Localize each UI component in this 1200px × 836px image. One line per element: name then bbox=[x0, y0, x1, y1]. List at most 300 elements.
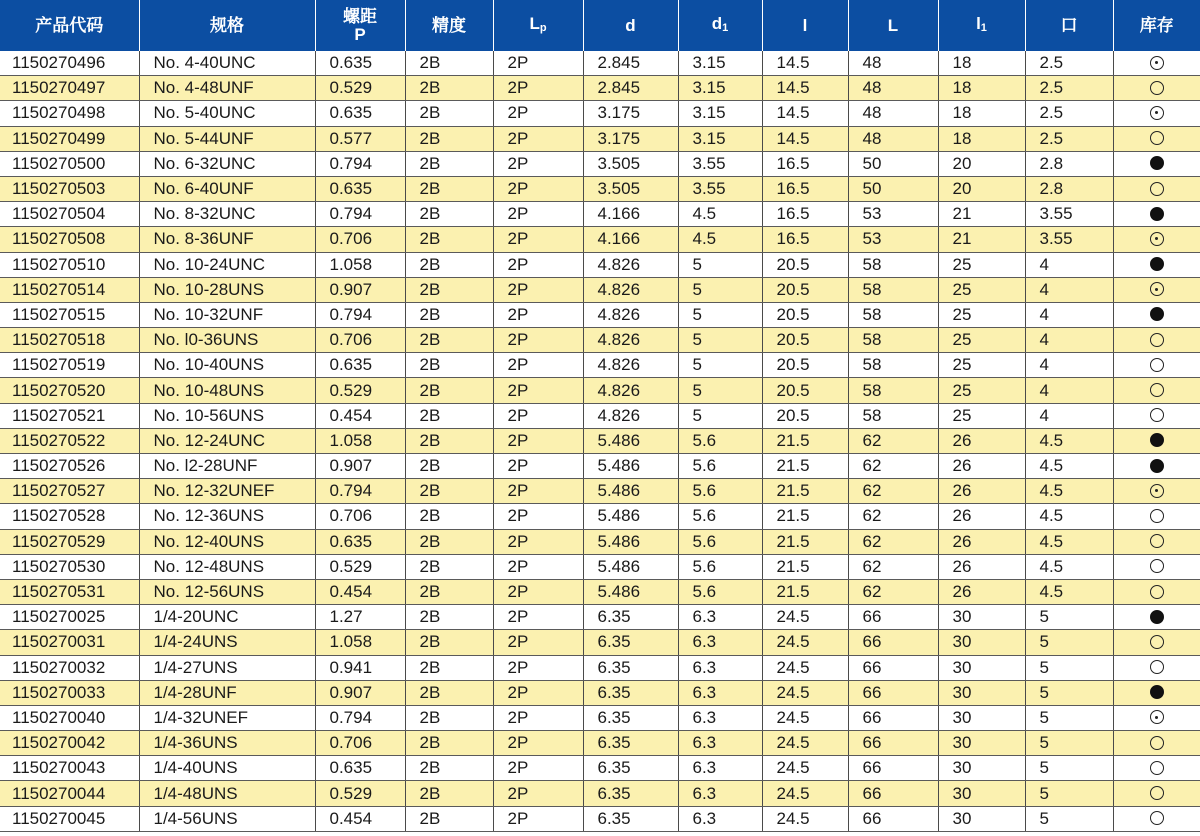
cell-L: 58 bbox=[848, 378, 938, 403]
cell-precision: 2B bbox=[405, 353, 493, 378]
cell-d1: 3.15 bbox=[678, 51, 762, 76]
cell-lp: 2P bbox=[493, 101, 583, 126]
stock-dot-circle-icon bbox=[1150, 710, 1164, 724]
cell-l: 24.5 bbox=[762, 806, 848, 831]
cell-code: 1150270500 bbox=[0, 151, 139, 176]
cell-d1: 6.3 bbox=[678, 756, 762, 781]
cell-code: 1150270522 bbox=[0, 428, 139, 453]
cell-pitch: 0.794 bbox=[315, 705, 405, 730]
cell-l1: 30 bbox=[938, 731, 1025, 756]
cell-code: 1150270032 bbox=[0, 655, 139, 680]
cell-pitch: 0.907 bbox=[315, 277, 405, 302]
cell-d1: 5.6 bbox=[678, 579, 762, 604]
cell-lp: 2P bbox=[493, 302, 583, 327]
cell-L: 66 bbox=[848, 756, 938, 781]
cell-d: 6.35 bbox=[583, 781, 678, 806]
cell-l: 20.5 bbox=[762, 328, 848, 353]
cell-stock bbox=[1113, 529, 1200, 554]
cell-stock bbox=[1113, 781, 1200, 806]
cell-d1: 3.55 bbox=[678, 151, 762, 176]
cell-square: 3.55 bbox=[1025, 227, 1113, 252]
header-d1 bbox=[678, 0, 762, 51]
cell-stock bbox=[1113, 302, 1200, 327]
cell-lp: 2P bbox=[493, 554, 583, 579]
cell-pitch: 0.529 bbox=[315, 76, 405, 101]
cell-spec: No. 10-48UNS bbox=[139, 378, 315, 403]
cell-d1: 3.55 bbox=[678, 176, 762, 201]
stock-empty-circle-icon bbox=[1150, 182, 1164, 196]
cell-L: 66 bbox=[848, 781, 938, 806]
cell-l1: 25 bbox=[938, 378, 1025, 403]
cell-d: 4.826 bbox=[583, 378, 678, 403]
cell-square: 5 bbox=[1025, 806, 1113, 831]
stock-full-circle-icon bbox=[1150, 257, 1164, 271]
table-row bbox=[0, 378, 1200, 403]
cell-L: 58 bbox=[848, 403, 938, 428]
cell-l1: 30 bbox=[938, 680, 1025, 705]
cell-square: 5 bbox=[1025, 756, 1113, 781]
cell-L: 48 bbox=[848, 76, 938, 101]
cell-code: 1150270503 bbox=[0, 176, 139, 201]
cell-l: 24.5 bbox=[762, 756, 848, 781]
cell-d1: 6.3 bbox=[678, 806, 762, 831]
cell-square: 4 bbox=[1025, 353, 1113, 378]
cell-pitch: 0.941 bbox=[315, 655, 405, 680]
cell-d1: 4.5 bbox=[678, 227, 762, 252]
cell-l1: 26 bbox=[938, 504, 1025, 529]
cell-precision: 2B bbox=[405, 554, 493, 579]
cell-d: 4.826 bbox=[583, 277, 678, 302]
cell-lp: 2P bbox=[493, 51, 583, 76]
cell-L: 58 bbox=[848, 353, 938, 378]
cell-l1: 26 bbox=[938, 479, 1025, 504]
cell-square: 4.5 bbox=[1025, 529, 1113, 554]
cell-spec: No. 12-24UNC bbox=[139, 428, 315, 453]
cell-spec: No. 12-36UNS bbox=[139, 504, 315, 529]
cell-precision: 2B bbox=[405, 680, 493, 705]
cell-spec: 1/4-24UNS bbox=[139, 630, 315, 655]
cell-L: 48 bbox=[848, 101, 938, 126]
cell-pitch: 0.454 bbox=[315, 579, 405, 604]
cell-spec: No. 4-48UNF bbox=[139, 76, 315, 101]
cell-code: 1150270504 bbox=[0, 202, 139, 227]
cell-l: 14.5 bbox=[762, 76, 848, 101]
cell-code: 1150270514 bbox=[0, 277, 139, 302]
cell-square: 5 bbox=[1025, 630, 1113, 655]
cell-code: 1150270043 bbox=[0, 756, 139, 781]
cell-lp: 2P bbox=[493, 378, 583, 403]
stock-dot-circle-icon bbox=[1150, 232, 1164, 246]
table-row bbox=[0, 529, 1200, 554]
cell-d: 5.486 bbox=[583, 579, 678, 604]
cell-d1: 5 bbox=[678, 353, 762, 378]
cell-stock bbox=[1113, 680, 1200, 705]
header-d1-sub: 1 bbox=[722, 21, 729, 34]
cell-precision: 2B bbox=[405, 202, 493, 227]
cell-d1: 5 bbox=[678, 277, 762, 302]
table-row bbox=[0, 479, 1200, 504]
cell-d1: 5.6 bbox=[678, 479, 762, 504]
stock-full-circle-icon bbox=[1150, 156, 1164, 170]
cell-d: 6.35 bbox=[583, 655, 678, 680]
cell-d: 6.35 bbox=[583, 756, 678, 781]
cell-lp: 2P bbox=[493, 227, 583, 252]
stock-empty-circle-icon bbox=[1150, 534, 1164, 548]
cell-code: 1150270515 bbox=[0, 302, 139, 327]
cell-stock bbox=[1113, 353, 1200, 378]
cell-lp: 2P bbox=[493, 353, 583, 378]
cell-code: 1150270520 bbox=[0, 378, 139, 403]
cell-l1: 25 bbox=[938, 353, 1025, 378]
cell-l1: 18 bbox=[938, 126, 1025, 151]
cell-spec: 1/4-32UNEF bbox=[139, 705, 315, 730]
cell-code: 1150270499 bbox=[0, 126, 139, 151]
cell-square: 2.8 bbox=[1025, 176, 1113, 201]
stock-full-circle-icon bbox=[1150, 207, 1164, 221]
cell-precision: 2B bbox=[405, 605, 493, 630]
table-row bbox=[0, 101, 1200, 126]
header-spec: 规格 bbox=[139, 0, 315, 51]
cell-pitch: 0.794 bbox=[315, 479, 405, 504]
cell-lp: 2P bbox=[493, 403, 583, 428]
cell-pitch: 0.907 bbox=[315, 680, 405, 705]
cell-L: 66 bbox=[848, 655, 938, 680]
cell-L: 66 bbox=[848, 806, 938, 831]
cell-stock bbox=[1113, 227, 1200, 252]
cell-d: 3.505 bbox=[583, 176, 678, 201]
cell-d1: 5.6 bbox=[678, 529, 762, 554]
cell-d: 5.486 bbox=[583, 529, 678, 554]
cell-d: 6.35 bbox=[583, 680, 678, 705]
cell-pitch: 0.794 bbox=[315, 302, 405, 327]
cell-code: 1150270496 bbox=[0, 51, 139, 76]
cell-square: 4.5 bbox=[1025, 554, 1113, 579]
cell-spec: No. l0-36UNS bbox=[139, 328, 315, 353]
cell-d1: 5.6 bbox=[678, 454, 762, 479]
header-square: 口 bbox=[1025, 0, 1113, 51]
cell-precision: 2B bbox=[405, 403, 493, 428]
cell-square: 5 bbox=[1025, 731, 1113, 756]
cell-square: 5 bbox=[1025, 680, 1113, 705]
header-d1-main: d bbox=[711, 13, 723, 33]
cell-precision: 2B bbox=[405, 302, 493, 327]
table-row bbox=[0, 76, 1200, 101]
cell-pitch: 1.058 bbox=[315, 252, 405, 277]
cell-precision: 2B bbox=[405, 705, 493, 730]
cell-square: 4 bbox=[1025, 302, 1113, 327]
cell-L: 62 bbox=[848, 428, 938, 453]
header-pitch bbox=[315, 0, 405, 51]
header-l1 bbox=[938, 0, 1025, 51]
cell-l1: 18 bbox=[938, 51, 1025, 76]
cell-stock bbox=[1113, 176, 1200, 201]
cell-square: 4.5 bbox=[1025, 579, 1113, 604]
cell-pitch: 0.706 bbox=[315, 328, 405, 353]
cell-pitch: 0.454 bbox=[315, 806, 405, 831]
table-body bbox=[0, 51, 1200, 831]
cell-l: 21.5 bbox=[762, 504, 848, 529]
cell-precision: 2B bbox=[405, 151, 493, 176]
cell-lp: 2P bbox=[493, 504, 583, 529]
cell-precision: 2B bbox=[405, 428, 493, 453]
cell-L: 62 bbox=[848, 479, 938, 504]
cell-l1: 26 bbox=[938, 554, 1025, 579]
cell-stock bbox=[1113, 202, 1200, 227]
cell-pitch: 0.529 bbox=[315, 378, 405, 403]
cell-precision: 2B bbox=[405, 378, 493, 403]
cell-square: 2.5 bbox=[1025, 76, 1113, 101]
cell-d1: 5 bbox=[678, 302, 762, 327]
cell-lp: 2P bbox=[493, 454, 583, 479]
cell-d: 6.35 bbox=[583, 806, 678, 831]
cell-code: 1150270531 bbox=[0, 579, 139, 604]
cell-precision: 2B bbox=[405, 655, 493, 680]
cell-l1: 26 bbox=[938, 454, 1025, 479]
stock-dot-circle-icon bbox=[1150, 484, 1164, 498]
cell-square: 4 bbox=[1025, 378, 1113, 403]
stock-dot-circle-icon bbox=[1150, 282, 1164, 296]
cell-L: 62 bbox=[848, 504, 938, 529]
cell-spec: No. 12-32UNEF bbox=[139, 479, 315, 504]
cell-code: 1150270521 bbox=[0, 403, 139, 428]
cell-l1: 26 bbox=[938, 529, 1025, 554]
table-row bbox=[0, 277, 1200, 302]
cell-precision: 2B bbox=[405, 227, 493, 252]
header-pitch-line1: 螺距 bbox=[343, 6, 377, 26]
cell-d1: 5.6 bbox=[678, 428, 762, 453]
cell-l1: 18 bbox=[938, 101, 1025, 126]
cell-lp: 2P bbox=[493, 731, 583, 756]
cell-pitch: 0.794 bbox=[315, 202, 405, 227]
cell-l: 24.5 bbox=[762, 680, 848, 705]
cell-d: 4.826 bbox=[583, 353, 678, 378]
cell-L: 62 bbox=[848, 579, 938, 604]
cell-d1: 5.6 bbox=[678, 554, 762, 579]
cell-square: 4 bbox=[1025, 403, 1113, 428]
cell-L: 50 bbox=[848, 151, 938, 176]
cell-d: 3.175 bbox=[583, 126, 678, 151]
cell-d: 6.35 bbox=[583, 630, 678, 655]
cell-l: 21.5 bbox=[762, 479, 848, 504]
cell-pitch: 0.454 bbox=[315, 403, 405, 428]
cell-code: 1150270040 bbox=[0, 705, 139, 730]
cell-square: 2.5 bbox=[1025, 101, 1113, 126]
cell-stock bbox=[1113, 277, 1200, 302]
cell-lp: 2P bbox=[493, 781, 583, 806]
cell-l1: 30 bbox=[938, 781, 1025, 806]
cell-d: 2.845 bbox=[583, 76, 678, 101]
cell-d: 6.35 bbox=[583, 705, 678, 730]
stock-empty-circle-icon bbox=[1150, 509, 1164, 523]
cell-l1: 20 bbox=[938, 176, 1025, 201]
cell-lp: 2P bbox=[493, 252, 583, 277]
stock-empty-circle-icon bbox=[1150, 333, 1164, 347]
cell-d: 5.486 bbox=[583, 554, 678, 579]
cell-spec: 1/4-48UNS bbox=[139, 781, 315, 806]
cell-precision: 2B bbox=[405, 176, 493, 201]
cell-code: 1150270518 bbox=[0, 328, 139, 353]
cell-code: 1150270031 bbox=[0, 630, 139, 655]
cell-l: 24.5 bbox=[762, 630, 848, 655]
cell-spec: No. 8-32UNC bbox=[139, 202, 315, 227]
cell-d1: 6.3 bbox=[678, 680, 762, 705]
cell-square: 2.8 bbox=[1025, 151, 1113, 176]
stock-empty-circle-icon bbox=[1150, 660, 1164, 674]
cell-precision: 2B bbox=[405, 731, 493, 756]
cell-lp: 2P bbox=[493, 479, 583, 504]
cell-d: 4.826 bbox=[583, 328, 678, 353]
stock-empty-circle-icon bbox=[1150, 383, 1164, 397]
cell-L: 62 bbox=[848, 554, 938, 579]
cell-code: 1150270044 bbox=[0, 781, 139, 806]
cell-d1: 6.3 bbox=[678, 655, 762, 680]
cell-l1: 25 bbox=[938, 252, 1025, 277]
cell-code: 1150270508 bbox=[0, 227, 139, 252]
cell-d1: 4.5 bbox=[678, 202, 762, 227]
cell-d1: 5.6 bbox=[678, 504, 762, 529]
cell-l: 24.5 bbox=[762, 605, 848, 630]
cell-l: 20.5 bbox=[762, 302, 848, 327]
cell-square: 5 bbox=[1025, 605, 1113, 630]
cell-square: 3.55 bbox=[1025, 202, 1113, 227]
cell-spec: 1/4-20UNC bbox=[139, 605, 315, 630]
stock-empty-circle-icon bbox=[1150, 736, 1164, 750]
cell-pitch: 0.529 bbox=[315, 554, 405, 579]
cell-l: 21.5 bbox=[762, 428, 848, 453]
cell-code: 1150270519 bbox=[0, 353, 139, 378]
cell-spec: No. 8-36UNF bbox=[139, 227, 315, 252]
table-row bbox=[0, 605, 1200, 630]
cell-l: 20.5 bbox=[762, 403, 848, 428]
cell-d: 6.35 bbox=[583, 605, 678, 630]
cell-l1: 25 bbox=[938, 328, 1025, 353]
cell-l1: 30 bbox=[938, 756, 1025, 781]
cell-l1: 30 bbox=[938, 655, 1025, 680]
cell-d: 4.826 bbox=[583, 302, 678, 327]
table-row bbox=[0, 731, 1200, 756]
stock-empty-circle-icon bbox=[1150, 585, 1164, 599]
cell-pitch: 0.635 bbox=[315, 176, 405, 201]
table-row bbox=[0, 302, 1200, 327]
cell-d: 2.845 bbox=[583, 51, 678, 76]
cell-square: 2.5 bbox=[1025, 51, 1113, 76]
cell-pitch: 1.27 bbox=[315, 605, 405, 630]
cell-d1: 6.3 bbox=[678, 630, 762, 655]
table-row bbox=[0, 554, 1200, 579]
cell-spec: No. 12-48UNS bbox=[139, 554, 315, 579]
cell-precision: 2B bbox=[405, 579, 493, 604]
cell-L: 58 bbox=[848, 252, 938, 277]
cell-l1: 30 bbox=[938, 806, 1025, 831]
cell-L: 58 bbox=[848, 277, 938, 302]
cell-l: 21.5 bbox=[762, 454, 848, 479]
cell-l: 16.5 bbox=[762, 151, 848, 176]
cell-L: 62 bbox=[848, 454, 938, 479]
cell-l: 21.5 bbox=[762, 554, 848, 579]
cell-spec: 1/4-27UNS bbox=[139, 655, 315, 680]
header-row bbox=[0, 0, 1200, 51]
cell-L: 53 bbox=[848, 202, 938, 227]
stock-empty-circle-icon bbox=[1150, 559, 1164, 573]
cell-l1: 25 bbox=[938, 302, 1025, 327]
cell-code: 1150270528 bbox=[0, 504, 139, 529]
cell-spec: 1/4-28UNF bbox=[139, 680, 315, 705]
cell-L: 66 bbox=[848, 680, 938, 705]
cell-L: 62 bbox=[848, 529, 938, 554]
table-row bbox=[0, 428, 1200, 453]
cell-d: 5.486 bbox=[583, 428, 678, 453]
table-row bbox=[0, 655, 1200, 680]
header-precision: 精度 bbox=[405, 0, 493, 51]
cell-L: 66 bbox=[848, 705, 938, 730]
header-d: d bbox=[583, 0, 678, 51]
table-row bbox=[0, 403, 1200, 428]
cell-d: 4.826 bbox=[583, 252, 678, 277]
cell-square: 5 bbox=[1025, 705, 1113, 730]
cell-spec: No. 5-44UNF bbox=[139, 126, 315, 151]
cell-stock bbox=[1113, 806, 1200, 831]
cell-l: 20.5 bbox=[762, 252, 848, 277]
cell-code: 1150270025 bbox=[0, 605, 139, 630]
cell-precision: 2B bbox=[405, 51, 493, 76]
table-row bbox=[0, 227, 1200, 252]
cell-l: 14.5 bbox=[762, 101, 848, 126]
cell-spec: No. 10-32UNF bbox=[139, 302, 315, 327]
stock-empty-circle-icon bbox=[1150, 786, 1164, 800]
cell-d1: 6.3 bbox=[678, 705, 762, 730]
cell-L: 66 bbox=[848, 605, 938, 630]
cell-lp: 2P bbox=[493, 151, 583, 176]
cell-stock bbox=[1113, 655, 1200, 680]
cell-stock bbox=[1113, 756, 1200, 781]
cell-d1: 6.3 bbox=[678, 781, 762, 806]
cell-code: 1150270033 bbox=[0, 680, 139, 705]
cell-l: 14.5 bbox=[762, 126, 848, 151]
cell-pitch: 0.577 bbox=[315, 126, 405, 151]
table-row bbox=[0, 176, 1200, 201]
cell-spec: No. 4-40UNC bbox=[139, 51, 315, 76]
cell-lp: 2P bbox=[493, 428, 583, 453]
cell-l: 21.5 bbox=[762, 529, 848, 554]
table-row bbox=[0, 353, 1200, 378]
cell-d1: 6.3 bbox=[678, 605, 762, 630]
header-l: l bbox=[762, 0, 848, 51]
cell-lp: 2P bbox=[493, 630, 583, 655]
cell-L: 58 bbox=[848, 328, 938, 353]
cell-spec: No. 5-40UNC bbox=[139, 101, 315, 126]
cell-code: 1150270510 bbox=[0, 252, 139, 277]
cell-precision: 2B bbox=[405, 277, 493, 302]
cell-d1: 5 bbox=[678, 378, 762, 403]
cell-stock bbox=[1113, 252, 1200, 277]
stock-full-circle-icon bbox=[1150, 459, 1164, 473]
cell-l1: 30 bbox=[938, 630, 1025, 655]
cell-spec: No. 10-56UNS bbox=[139, 403, 315, 428]
table-row bbox=[0, 579, 1200, 604]
cell-l1: 18 bbox=[938, 76, 1025, 101]
header-lp-main: L bbox=[529, 13, 540, 33]
cell-pitch: 0.635 bbox=[315, 51, 405, 76]
table-row bbox=[0, 202, 1200, 227]
cell-stock bbox=[1113, 428, 1200, 453]
cell-l: 20.5 bbox=[762, 353, 848, 378]
cell-square: 5 bbox=[1025, 781, 1113, 806]
cell-code: 1150270045 bbox=[0, 806, 139, 831]
cell-d1: 5 bbox=[678, 252, 762, 277]
cell-precision: 2B bbox=[405, 504, 493, 529]
cell-lp: 2P bbox=[493, 76, 583, 101]
cell-l: 14.5 bbox=[762, 51, 848, 76]
